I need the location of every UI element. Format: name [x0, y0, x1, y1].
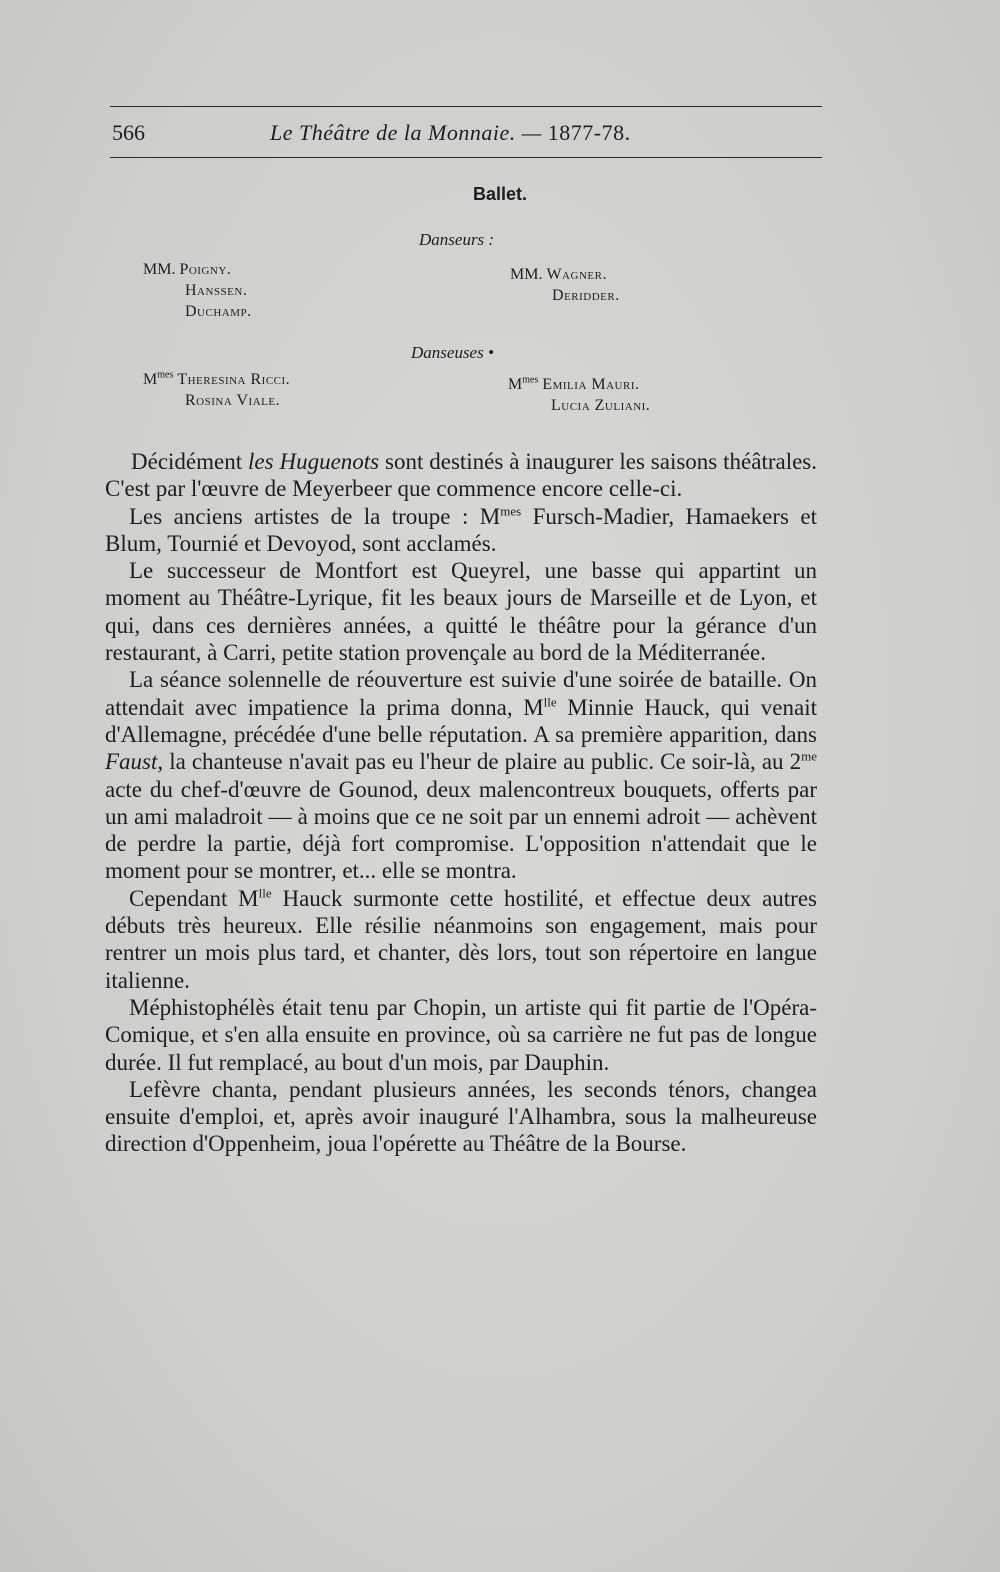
paragraph: [105, 448, 817, 503]
section-title: Ballet.: [472, 184, 528, 204]
paragraph: [105, 666, 817, 884]
cast-name: Wagner.: [546, 266, 607, 283]
text-run: Cependant M: [129, 885, 259, 911]
cast-name: Emilia Mauri.: [542, 376, 640, 393]
page-number: 566: [112, 120, 145, 145]
paragraph: [105, 885, 817, 994]
cast-name: Poigny.: [179, 261, 232, 278]
superscript: lle: [543, 694, 557, 710]
running-title-text: Le Théâtre de la Monnaie. —: [270, 120, 548, 145]
cast-name: Lucia Zuliani.: [551, 397, 651, 414]
danseuses-right-prefix: M: [508, 376, 523, 393]
danseuses-label: Danseuses •: [411, 343, 494, 362]
text-run: Décidément: [131, 449, 249, 474]
danseuses-left-list: [143, 369, 290, 411]
danseuses-left-prefix: M: [143, 371, 158, 388]
danseuses-left-prefix-sup: mes: [157, 369, 174, 381]
header-top-rule: [110, 106, 822, 107]
text-run: acte du chef-d'œuvre de Gounod, deux malencontreux bouquets, offerts par un ami maladroit — à moins que ce ne soit par un ennemi adroit — achèvent de perdre la partie, déjà fort compromise. L'opposition n'attendait que le moment pour se montrer, et... elle se montra.: [105, 776, 817, 884]
danseurs-left-list: [143, 259, 252, 322]
danseurs-left-prefix: MM.: [143, 261, 176, 278]
text-run: Minnie Hauck, qui venait d'Allemagne, précédée d'une belle réputation. A sa première apparition, dans: [105, 694, 817, 747]
cast-name: Deridder.: [552, 287, 620, 304]
text-run: Fursch-Madier, Hamaekers et Blum, Tournié et Devoyod, sont acclamés.: [105, 503, 818, 556]
text-run: Les anciens artistes de la troupe : M: [129, 503, 501, 529]
text-run: La séance solennelle de réouverture est suivie d'une soirée de bataille. On attendait avec impatience la prima donna, M: [105, 667, 817, 720]
text-run: sont destinés à inaugurer les saisons théâtrales. C'est par l'œuvre de Meyerbeer que commence encore celle-ci.: [105, 449, 817, 502]
paragraph: [105, 503, 817, 558]
header-bottom-rule: [110, 157, 822, 158]
cast-name: Hanssen.: [185, 282, 248, 299]
running-title: [270, 120, 631, 146]
text-run: Hauck surmonte cette hostilité, et effectue deux autres débuts très heureux. Elle résilie néanmoins son engagement, mais pour rentrer un mois plus tard, et chanter, dès lors, tout son répertoire en langue italienne.: [105, 885, 817, 993]
danseuses-right-list: [508, 374, 650, 416]
superscript: mes: [500, 502, 522, 518]
superscript: lle: [258, 885, 272, 901]
danseurs-right-list: [510, 264, 620, 306]
danseurs-right-prefix: MM.: [510, 266, 543, 283]
cast-name: Duchamp.: [185, 303, 252, 320]
danseuses-right-prefix-sup: mes: [522, 374, 539, 386]
running-header: [110, 116, 822, 152]
superscript: me: [801, 748, 817, 764]
danseurs-label: Danseurs :: [419, 230, 495, 249]
paragraph: Lefèvre chanta, pendant plusieurs années, les seconds ténors, changea ensuite d'emploi, et, après avoir inauguré l'Alhambra, sous la malheureuse direction d'Oppenheim, joua l'opérette au Théâtre de la Bourse.: [105, 1076, 817, 1157]
cast-name: Rosina Viale.: [185, 392, 281, 409]
italic-title: les Huguenots: [248, 449, 380, 474]
paragraph: Le successeur de Montfort est Queyrel, une basse qui appartint un moment au Théâtre-Lyrique, fit les beaux jours de Marseille et de Lyon, et qui, dans ces dernières années, a quitté le théâtre pour la gérance d'un restaurant, à Carri, petite station provençale au bord de la Méditerranée.: [105, 558, 817, 666]
italic-title: Faust: [105, 749, 158, 775]
text-run: , la chanteuse n'avait pas eu l'heur de plaire au public. Ce soir-là, au 2: [157, 749, 802, 775]
paragraph: Méphistophélès était tenu par Chopin, un artiste qui fit partie de l'Opéra-Comique, et s'en alla ensuite en province, où sa carrière ne fut pas de longue durée. Il fut remplacé, au bout d'un mois, par Dauphin.: [105, 994, 817, 1075]
body-text: [105, 448, 817, 1158]
running-title-year: 1877-78.: [547, 120, 631, 145]
cast-name: Theresina Ricci.: [177, 371, 291, 388]
